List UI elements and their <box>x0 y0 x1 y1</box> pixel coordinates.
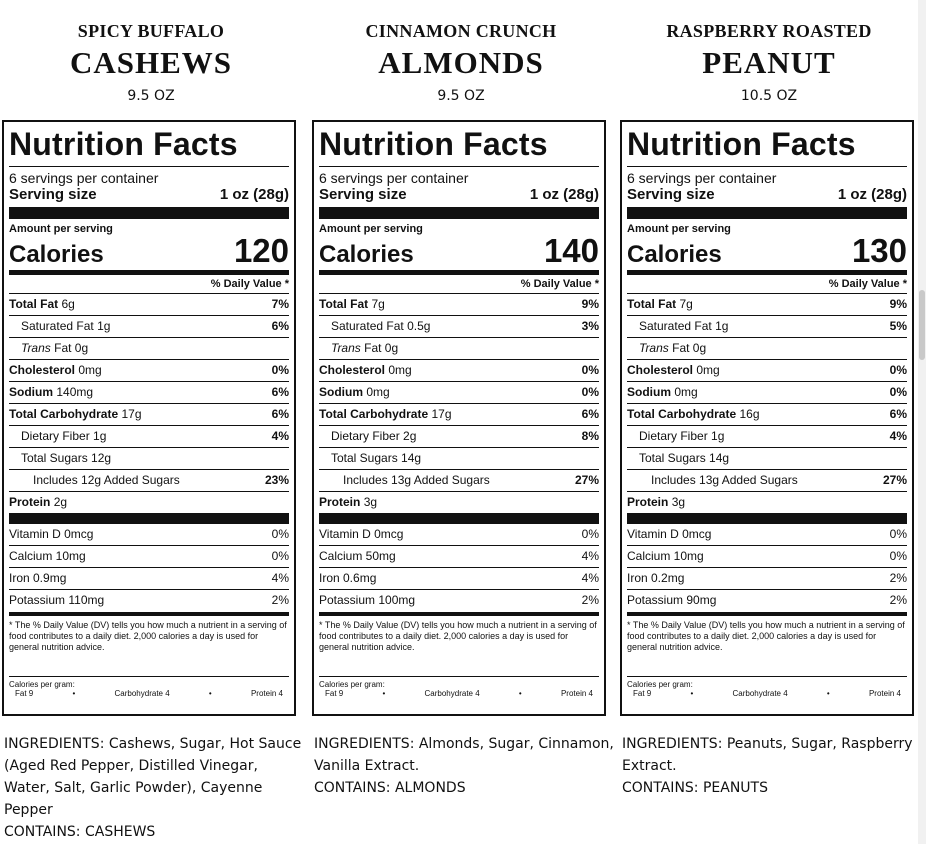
trans-fat-amount: Fat 0g <box>668 341 707 355</box>
potassium-label: Potassium 110mg <box>9 593 105 607</box>
product-name: CASHEWS <box>69 45 233 80</box>
medium-divider <box>319 612 599 616</box>
protein-row <box>319 491 599 513</box>
cholesterol-row <box>9 359 289 381</box>
iron-dv: 4% <box>271 571 289 585</box>
total-carb-row <box>627 403 907 425</box>
calories-row <box>627 232 907 269</box>
trans-fat-amount: Fat 0g <box>360 341 399 355</box>
nutrition-facts-panel <box>312 120 606 716</box>
sodium-row <box>319 381 599 403</box>
serving-size-row <box>9 186 289 204</box>
saturated-fat-amount: 1g <box>715 319 729 333</box>
allergen-contains: CONTAINS: ALMONDS <box>314 780 466 796</box>
daily-value-footnote: * The % Daily Value (DV) tells you how much a nutrient in a serving of food contributes to a daily diet. 2,000 calories a day is used for general nutrition advice. <box>627 620 905 652</box>
thick-divider <box>9 207 289 219</box>
dietary-fiber-label: Dietary Fiber <box>331 429 400 443</box>
ingredients-list: INGREDIENTS: Cashews, Sugar, Hot Sauce (Aged Red Pepper, Distilled Vinegar, Water, Salt, Garlic Powder), Cayenne Pepper <box>4 736 302 818</box>
allergen-contains: CONTAINS: PEANUTS <box>622 780 768 796</box>
dietary-fiber-label: Dietary Fiber <box>639 429 708 443</box>
trans-label: Trans <box>331 341 361 355</box>
amount-per-serving: Amount per serving <box>9 223 113 235</box>
calories-per-gram-label: Calories per gram: <box>319 680 385 689</box>
iron-row <box>319 567 599 589</box>
protein-row <box>627 491 907 513</box>
total-sugars-amount: 12g <box>91 451 112 465</box>
daily-value-header: % Daily Value * <box>828 278 907 290</box>
cholesterol-label: Cholesterol <box>627 363 694 377</box>
calories-row <box>9 232 289 269</box>
vitamin-d-row <box>9 524 289 545</box>
product-name: PEANUT <box>702 45 836 80</box>
carb-per-gram: Carbohydrate 4 <box>732 689 788 698</box>
total-sugars-label: Total Sugars <box>331 451 398 465</box>
sodium-amount: 0mg <box>674 385 698 399</box>
serving-size-row <box>319 186 599 204</box>
sodium-amount: 0mg <box>366 385 390 399</box>
bullet: • <box>208 689 212 698</box>
calcium-label: Calcium 10mg <box>627 549 704 563</box>
ingredients-list: INGREDIENTS: Almonds, Sugar, Cinnamon, Vanilla Extract. <box>314 736 614 774</box>
vitamin-d-dv: 0% <box>581 527 599 541</box>
serving-size-label: Serving size <box>627 186 715 203</box>
total-fat-amount: 7g <box>679 297 693 311</box>
added-sugars-dv: 23% <box>264 473 289 487</box>
saturated-fat-label: Saturated Fat <box>331 319 404 333</box>
total-carb-label: Total Carbohydrate <box>9 407 119 421</box>
iron-dv: 2% <box>889 571 907 585</box>
product-column-1 <box>2 0 302 840</box>
calcium-label: Calcium 50mg <box>319 549 396 563</box>
saturated-fat-label: Saturated Fat <box>639 319 712 333</box>
bullet: • <box>518 689 522 698</box>
servings-per-container: 6 servings per container <box>319 170 469 186</box>
sodium-label: Sodium <box>9 385 53 399</box>
serving-size-label: Serving size <box>319 186 407 203</box>
added-sugars-row <box>627 469 907 491</box>
saturated-fat-amount: 0.5g <box>407 319 431 333</box>
product-header <box>620 20 918 106</box>
cholesterol-row <box>627 359 907 381</box>
sodium-row <box>9 381 289 403</box>
total-carb-label: Total Carbohydrate <box>627 407 737 421</box>
nutrition-facts-panel <box>620 120 914 716</box>
thick-divider <box>627 207 907 219</box>
saturated-fat-row <box>627 315 907 337</box>
nutrition-facts-title: Nutrition Facts <box>627 126 856 162</box>
total-carb-amount: 17g <box>121 407 142 421</box>
calories-row <box>319 232 599 269</box>
iron-row <box>627 567 907 589</box>
protein-label: Protein <box>319 495 361 509</box>
product-name: ALMONDS <box>378 45 544 80</box>
nutrition-facts-title: Nutrition Facts <box>9 126 238 162</box>
calories-label: Calories <box>627 241 722 268</box>
calories-value: 120 <box>233 232 289 269</box>
ingredients-text <box>314 733 614 799</box>
product-flavor: RASPBERRY ROASTED <box>666 21 872 41</box>
calories-per-gram <box>9 676 289 698</box>
total-fat-dv: 9% <box>581 297 599 311</box>
calcium-dv: 4% <box>581 549 599 563</box>
total-sugars-amount: 14g <box>401 451 422 465</box>
divider <box>627 166 907 167</box>
bullet: • <box>72 689 76 698</box>
trans-fat-row <box>9 337 289 359</box>
product-size: 10.5 OZ <box>740 88 798 104</box>
iron-label: Iron 0.6mg <box>319 571 377 585</box>
saturated-fat-dv: 6% <box>271 319 289 333</box>
vitamin-d-label: Vitamin D 0mcg <box>9 527 94 541</box>
sodium-dv: 0% <box>889 385 907 399</box>
servings-per-container: 6 servings per container <box>627 170 777 186</box>
added-sugars-label: Includes 13g Added Sugars <box>651 473 798 487</box>
vitamin-d-label: Vitamin D 0mcg <box>319 527 404 541</box>
serving-size-label: Serving size <box>9 186 97 203</box>
divider <box>9 166 289 167</box>
saturated-fat-amount: 1g <box>97 319 111 333</box>
amount-per-serving: Amount per serving <box>627 223 731 235</box>
cholesterol-amount: 0mg <box>388 363 412 377</box>
trans-label: Trans <box>639 341 669 355</box>
potassium-row <box>627 589 907 611</box>
cholesterol-dv: 0% <box>271 363 289 377</box>
cholesterol-dv: 0% <box>581 363 599 377</box>
total-carb-label: Total Carbohydrate <box>319 407 429 421</box>
calories-per-gram-label: Calories per gram: <box>627 680 693 689</box>
fat-per-gram: Fat 9 <box>325 689 344 698</box>
total-fat-amount: 6g <box>61 297 75 311</box>
protein-label: Protein <box>9 495 51 509</box>
dietary-fiber-label: Dietary Fiber <box>21 429 90 443</box>
total-sugars-row <box>9 447 289 469</box>
total-carb-amount: 17g <box>431 407 452 421</box>
daily-value-header: % Daily Value * <box>210 278 289 290</box>
saturated-fat-row <box>9 315 289 337</box>
calories-value: 130 <box>851 232 907 269</box>
total-sugars-label: Total Sugars <box>21 451 88 465</box>
added-sugars-label: Includes 12g Added Sugars <box>33 473 180 487</box>
trans-label: Trans <box>21 341 51 355</box>
ingredients-text <box>622 733 922 799</box>
trans-fat-row <box>627 337 907 359</box>
iron-label: Iron 0.9mg <box>9 571 67 585</box>
protein-amount: 3g <box>363 495 378 509</box>
potassium-row <box>319 589 599 611</box>
sodium-label: Sodium <box>627 385 671 399</box>
servings-per-container: 6 servings per container <box>9 170 159 186</box>
calories-value: 140 <box>543 232 599 269</box>
cholesterol-label: Cholesterol <box>319 363 386 377</box>
thick-divider <box>319 207 599 219</box>
total-carb-amount: 16g <box>739 407 760 421</box>
calories-per-gram <box>319 676 599 698</box>
sodium-amount: 140mg <box>56 385 94 399</box>
sodium-dv: 0% <box>581 385 599 399</box>
protein-per-gram: Protein 4 <box>560 689 593 698</box>
product-flavor: SPICY BUFFALO <box>77 21 225 41</box>
total-fat-label: Total Fat <box>9 297 59 311</box>
product-column-3 <box>620 0 918 796</box>
page-scrollbar[interactable] <box>918 0 926 844</box>
total-sugars-label: Total Sugars <box>639 451 706 465</box>
divider <box>319 166 599 167</box>
thick-divider <box>627 513 907 524</box>
cholesterol-row <box>319 359 599 381</box>
medium-divider <box>627 612 907 616</box>
potassium-label: Potassium 90mg <box>627 593 717 607</box>
dietary-fiber-amount: 2g <box>403 429 417 443</box>
trans-fat-row <box>319 337 599 359</box>
calories-per-gram <box>627 676 907 698</box>
total-sugars-row <box>627 447 907 469</box>
total-carb-row <box>9 403 289 425</box>
calcium-row <box>9 545 289 567</box>
sodium-dv: 6% <box>271 385 289 399</box>
dietary-fiber-dv: 8% <box>581 429 599 443</box>
dietary-fiber-row <box>9 425 289 447</box>
serving-size-value: 1 oz (28g) <box>529 186 599 203</box>
thick-divider <box>9 513 289 524</box>
daily-value-footnote: * The % Daily Value (DV) tells you how much a nutrient in a serving of food contributes to a daily diet. 2,000 calories a day is used for general nutrition advice. <box>9 620 287 652</box>
added-sugars-label: Includes 13g Added Sugars <box>343 473 490 487</box>
total-fat-row <box>319 293 599 315</box>
serving-size-row <box>627 186 907 204</box>
dietary-fiber-row <box>319 425 599 447</box>
iron-dv: 4% <box>581 571 599 585</box>
total-fat-row <box>9 293 289 315</box>
sodium-row <box>627 381 907 403</box>
potassium-dv: 2% <box>581 593 599 607</box>
thick-divider <box>319 513 599 524</box>
iron-row <box>9 567 289 589</box>
scrollbar-thumb[interactable] <box>919 290 925 360</box>
bullet: • <box>382 689 386 698</box>
serving-size-value: 1 oz (28g) <box>219 186 289 203</box>
calcium-row <box>627 545 907 567</box>
nutrition-facts-panel <box>2 120 296 716</box>
daily-value-header: % Daily Value * <box>520 278 599 290</box>
calcium-dv: 0% <box>271 549 289 563</box>
dietary-fiber-dv: 4% <box>889 429 907 443</box>
trans-fat-amount: Fat 0g <box>50 341 89 355</box>
carb-per-gram: Carbohydrate 4 <box>424 689 480 698</box>
total-carb-dv: 6% <box>581 407 599 421</box>
vitamin-d-label: Vitamin D 0mcg <box>627 527 712 541</box>
serving-size-value: 1 oz (28g) <box>837 186 907 203</box>
ingredients-list: INGREDIENTS: Peanuts, Sugar, Raspberry Extract. <box>622 736 913 774</box>
carb-per-gram: Carbohydrate 4 <box>114 689 170 698</box>
dietary-fiber-dv: 4% <box>271 429 289 443</box>
dietary-fiber-row <box>627 425 907 447</box>
calcium-label: Calcium 10mg <box>9 549 86 563</box>
dietary-fiber-amount: 1g <box>711 429 725 443</box>
allergen-contains: CONTAINS: CASHEWS <box>4 824 156 840</box>
ingredients-text <box>4 733 304 843</box>
dietary-fiber-amount: 1g <box>93 429 107 443</box>
total-carb-dv: 6% <box>271 407 289 421</box>
medium-divider <box>9 612 289 616</box>
potassium-row <box>9 589 289 611</box>
vitamin-d-row <box>319 524 599 545</box>
bullet: • <box>690 689 694 698</box>
added-sugars-row <box>9 469 289 491</box>
vitamin-d-dv: 0% <box>889 527 907 541</box>
calories-label: Calories <box>319 241 414 268</box>
total-sugars-row <box>319 447 599 469</box>
protein-row <box>9 491 289 513</box>
protein-amount: 2g <box>53 495 68 509</box>
product-size: 9.5 OZ <box>127 88 175 104</box>
fat-per-gram: Fat 9 <box>15 689 34 698</box>
calories-per-gram-label: Calories per gram: <box>9 680 75 689</box>
total-fat-label: Total Fat <box>319 297 369 311</box>
nutrition-facts-title: Nutrition Facts <box>319 126 548 162</box>
saturated-fat-dv: 5% <box>889 319 907 333</box>
total-fat-row <box>627 293 907 315</box>
amount-per-serving: Amount per serving <box>319 223 423 235</box>
potassium-dv: 2% <box>889 593 907 607</box>
total-fat-dv: 7% <box>271 297 289 311</box>
protein-per-gram: Protein 4 <box>868 689 901 698</box>
cholesterol-amount: 0mg <box>696 363 720 377</box>
total-carb-row <box>319 403 599 425</box>
vitamin-d-dv: 0% <box>271 527 289 541</box>
product-header <box>312 20 610 106</box>
bullet: • <box>826 689 830 698</box>
total-fat-label: Total Fat <box>627 297 677 311</box>
cholesterol-amount: 0mg <box>78 363 102 377</box>
protein-per-gram: Protein 4 <box>250 689 283 698</box>
added-sugars-dv: 27% <box>882 473 907 487</box>
sodium-label: Sodium <box>319 385 363 399</box>
product-header <box>2 20 300 106</box>
saturated-fat-label: Saturated Fat <box>21 319 94 333</box>
saturated-fat-dv: 3% <box>581 319 599 333</box>
total-sugars-amount: 14g <box>709 451 730 465</box>
total-carb-dv: 6% <box>889 407 907 421</box>
added-sugars-dv: 27% <box>574 473 599 487</box>
product-size: 9.5 OZ <box>437 88 485 104</box>
potassium-label: Potassium 100mg <box>319 593 416 607</box>
total-fat-dv: 9% <box>889 297 907 311</box>
daily-value-footnote: * The % Daily Value (DV) tells you how much a nutrient in a serving of food contributes to a daily diet. 2,000 calories a day is used for general nutrition advice. <box>319 620 597 652</box>
potassium-dv: 2% <box>271 593 289 607</box>
fat-per-gram: Fat 9 <box>633 689 652 698</box>
saturated-fat-row <box>319 315 599 337</box>
cholesterol-dv: 0% <box>889 363 907 377</box>
added-sugars-row <box>319 469 599 491</box>
iron-label: Iron 0.2mg <box>627 571 685 585</box>
total-fat-amount: 7g <box>371 297 385 311</box>
product-column-2 <box>312 0 614 796</box>
protein-amount: 3g <box>671 495 686 509</box>
cholesterol-label: Cholesterol <box>9 363 76 377</box>
product-flavor: CINNAMON CRUNCH <box>365 21 557 41</box>
calcium-dv: 0% <box>889 549 907 563</box>
protein-label: Protein <box>627 495 669 509</box>
calories-label: Calories <box>9 241 104 268</box>
vitamin-d-row <box>627 524 907 545</box>
calcium-row <box>319 545 599 567</box>
